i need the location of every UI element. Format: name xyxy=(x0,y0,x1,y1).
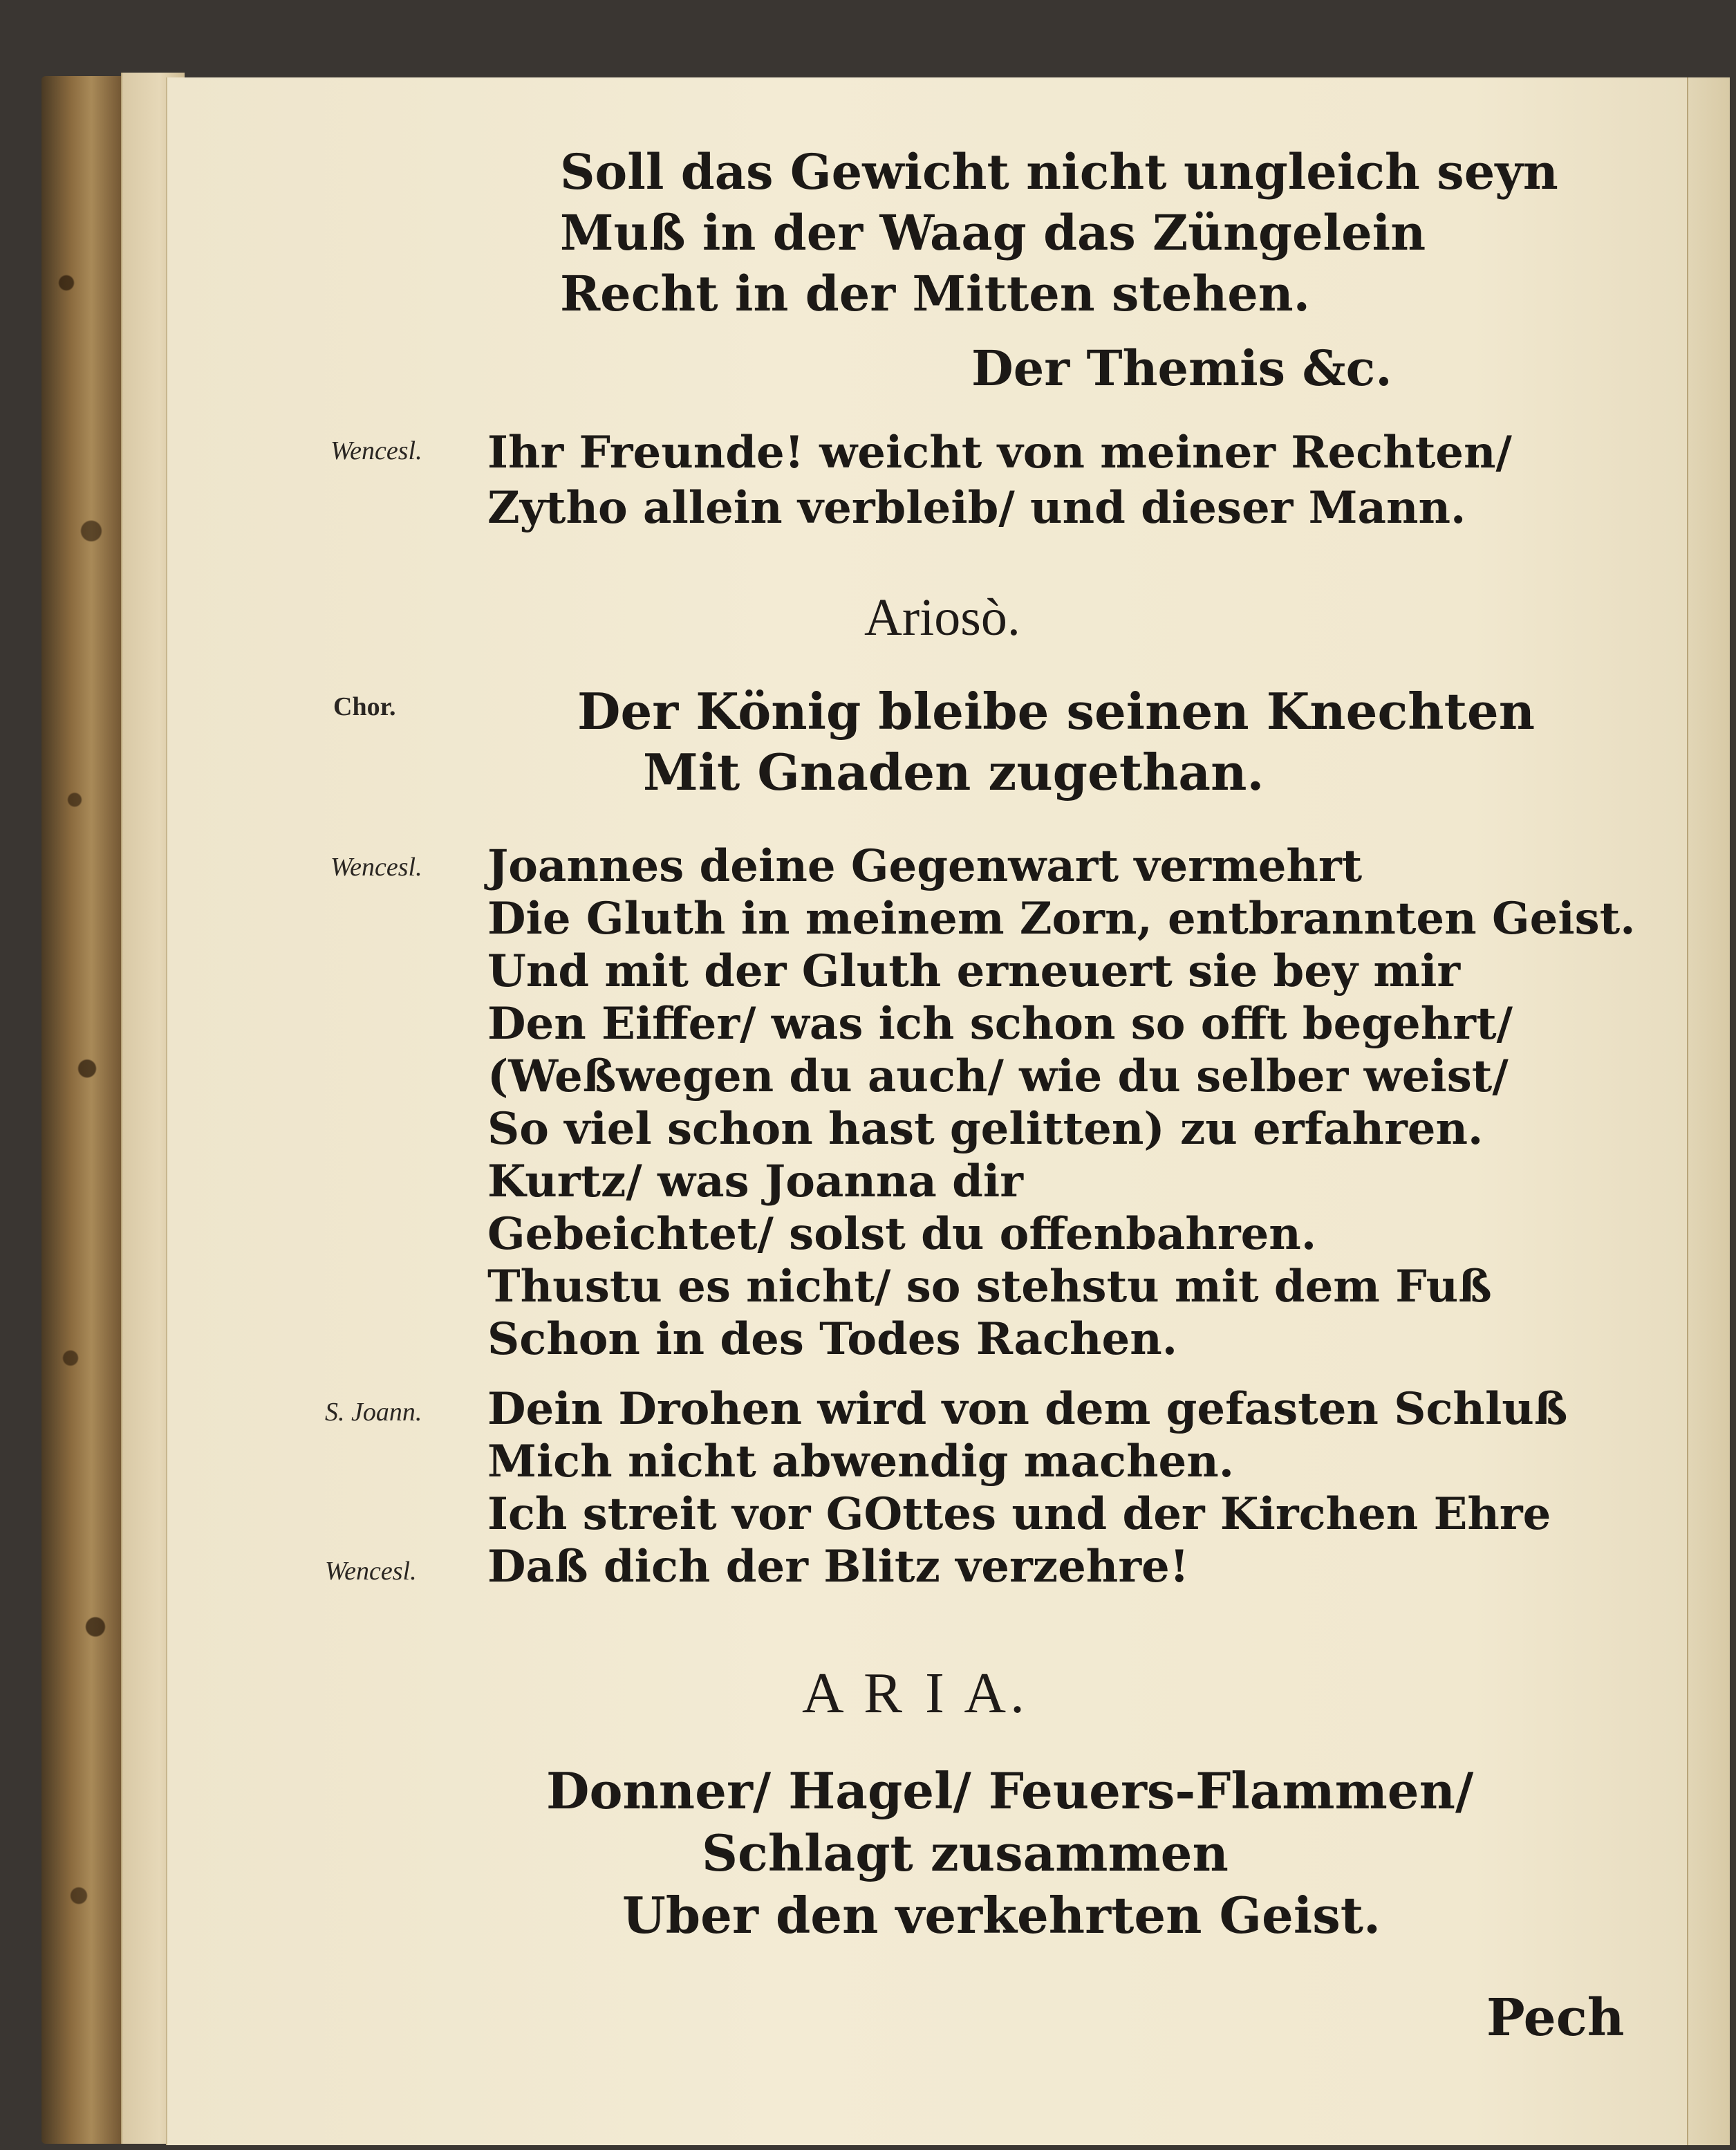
speech-line: (Weßwegen du auch/ wie du selber weist/ xyxy=(487,1050,1509,1102)
speech-line: Und mit der Gluth erneuert sie bey mir xyxy=(487,945,1461,997)
aria-line: Uber den verkehrten Geist. xyxy=(622,1886,1381,1945)
speech-line: Daß dich der Blitz verzehre! xyxy=(487,1541,1189,1593)
speech-line: Ich streit vor GOttes und der Kirchen Ehre xyxy=(487,1488,1551,1540)
aria-line: Schlagt zusammen xyxy=(702,1824,1229,1882)
repeat-reference: Der Themis &c. xyxy=(971,340,1392,397)
stanza-top xyxy=(560,142,1558,324)
section-heading-aria: A R I A. xyxy=(802,1661,1029,1725)
speech-line: Gebeichtet/ solst du offenbahren. xyxy=(487,1208,1317,1260)
speech-line: Zytho allein verbleib/ und dieser Mann. xyxy=(487,482,1466,534)
speech-line: Den Eiffer/ was ich schon so offt begehrt/ xyxy=(487,998,1513,1050)
speaker-label: S. Joann. xyxy=(325,1398,422,1427)
catchword: Pech xyxy=(1486,1988,1625,2048)
chorus-line: Mit Gnaden zugethan. xyxy=(643,743,1264,801)
speech-line: So viel schon hast gelitten) zu erfahren. xyxy=(487,1103,1484,1155)
speech-block xyxy=(487,425,1512,536)
stanza-line: Recht in der Mitten stehen. xyxy=(560,265,1311,322)
speech-line: Schon in des Todes Rachen. xyxy=(487,1313,1178,1365)
speech-block xyxy=(487,840,1636,1366)
speech-block xyxy=(487,1383,1567,1541)
speech-line: Thustu es nicht/ so stehstu mit dem Fuß xyxy=(487,1261,1492,1313)
section-heading-arioso: Ariosò. xyxy=(864,589,1020,647)
speech-line: Die Gluth in meinem Zorn, entbrannten Geist. xyxy=(487,893,1636,945)
speaker-label: Wencesl. xyxy=(330,436,422,465)
aria-block xyxy=(546,1760,1473,1947)
speech-line: Mich nicht abwendig machen. xyxy=(487,1436,1234,1488)
chorus-line: Der König bleibe seinen Knechten xyxy=(577,682,1536,741)
speaker-label: Wencesl. xyxy=(325,1557,417,1586)
stanza-line: Soll das Gewicht nicht ungleich seyn xyxy=(560,143,1558,201)
book-binding xyxy=(41,76,124,2144)
speech-line: Kurtz/ was Joanna dir xyxy=(487,1156,1023,1207)
speech-line: Joannes deine Gegenwart vermehrt xyxy=(487,840,1363,892)
facing-page-edge xyxy=(1687,77,1730,2145)
speech-line: Dein Drohen wird von dem gefasten Schluß xyxy=(487,1383,1568,1435)
speaker-label: Chor. xyxy=(333,692,396,721)
speech-line: Ihr Freunde! weicht von meiner Rechten/ xyxy=(487,427,1512,479)
stanza-line: Muß in der Waag das Züngelein xyxy=(560,204,1426,261)
aria-line: Donner/ Hagel/ Feuers-Flammen/ xyxy=(546,1761,1474,1820)
speaker-label: Wencesl. xyxy=(330,853,422,882)
speech-block xyxy=(487,1541,1189,1593)
chorus-block xyxy=(577,681,1535,803)
